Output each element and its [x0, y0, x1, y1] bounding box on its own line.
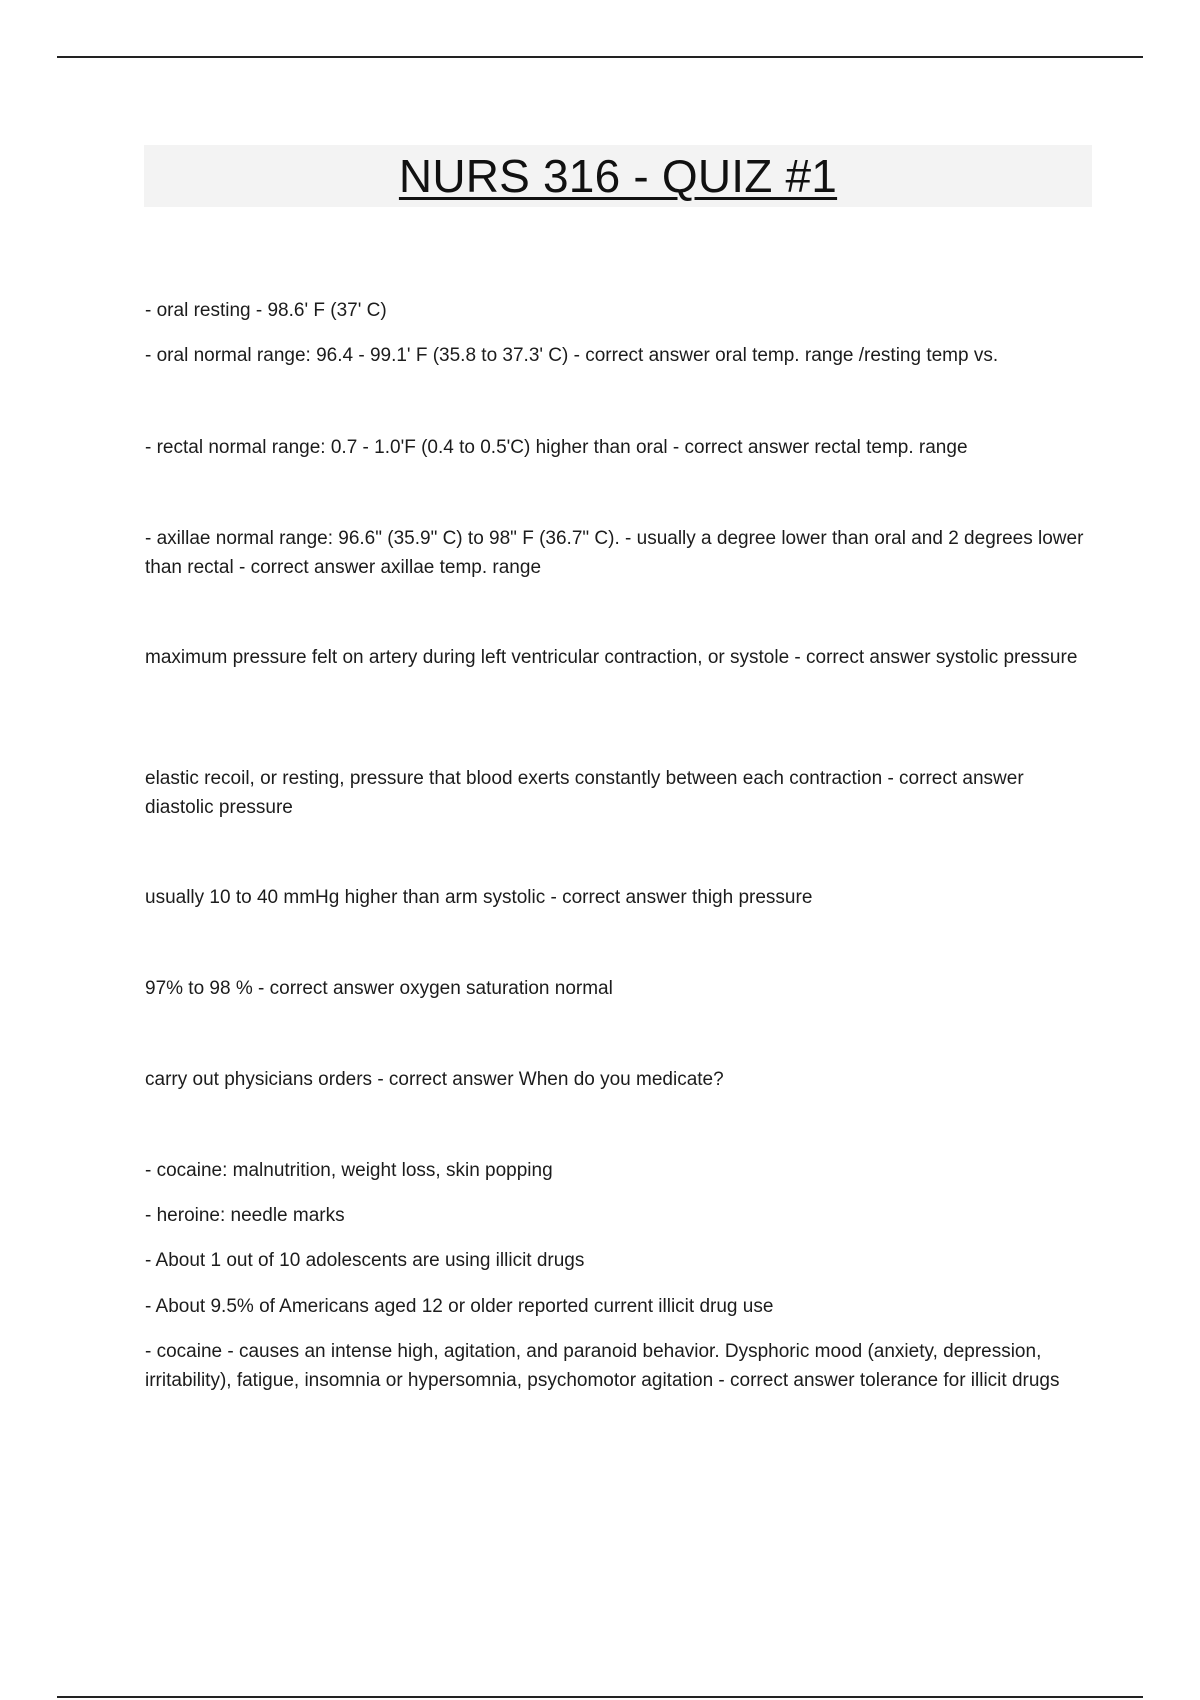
entry-diastolic: elastic recoil, or resting, pressure that blood exerts constantly between each contraction - correct answer diastolic pressure [145, 768, 1024, 818]
entry-americans: - About 9.5% of Americans aged 12 or older reported current illicit drug use [145, 1296, 774, 1317]
entry-oral-range: - oral normal range: 96.4 - 99.1' F (35.8 to 37.3' C) - correct answer oral temp. range /resting temp vs. [145, 345, 999, 366]
entry-oxygen-saturation: 97% to 98 % - correct answer oxygen saturation normal [145, 978, 613, 999]
top-rule [57, 56, 1143, 58]
page-title: NURS 316 - QUIZ #1 [398, 150, 838, 202]
entry-thigh-pressure: usually 10 to 40 mmHg higher than arm systolic - correct answer thigh pressure [145, 887, 813, 908]
entry-medicate: carry out physicians orders - correct answer When do you medicate? [145, 1069, 724, 1090]
entry-systolic: maximum pressure felt on artery during left ventricular contraction, or systole - correct answer systolic pressure [145, 647, 1078, 668]
title-band [144, 145, 1092, 207]
entry-oral-resting: - oral resting - 98.6' F (37' C) [145, 300, 387, 321]
entry-cocaine-tolerance: - cocaine - causes an intense high, agitation, and paranoid behavior. Dysphoric mood (anxiety, depression, irritability), fatigue, insomnia or hypersomnia, psychomotor agitation - correct answer tolerance for illicit drugs [145, 1341, 1060, 1391]
entry-rectal-range: - rectal normal range: 0.7 - 1.0'F (0.4 to 0.5'C) higher than oral - correct answer rectal temp. range [145, 437, 968, 458]
entry-cocaine-signs: - cocaine: malnutrition, weight loss, skin popping [145, 1160, 553, 1181]
bottom-rule [57, 1696, 1143, 1698]
entry-adolescents: - About 1 out of 10 adolescents are using illicit drugs [145, 1250, 585, 1271]
entry-heroine-signs: - heroine: needle marks [145, 1205, 345, 1226]
entry-axillae-range: - axillae normal range: 96.6" (35.9" C) to 98" F (36.7" C). - usually a degree lower than oral and 2 degrees lower than rectal - correct answer axillae temp. range [145, 528, 1084, 578]
